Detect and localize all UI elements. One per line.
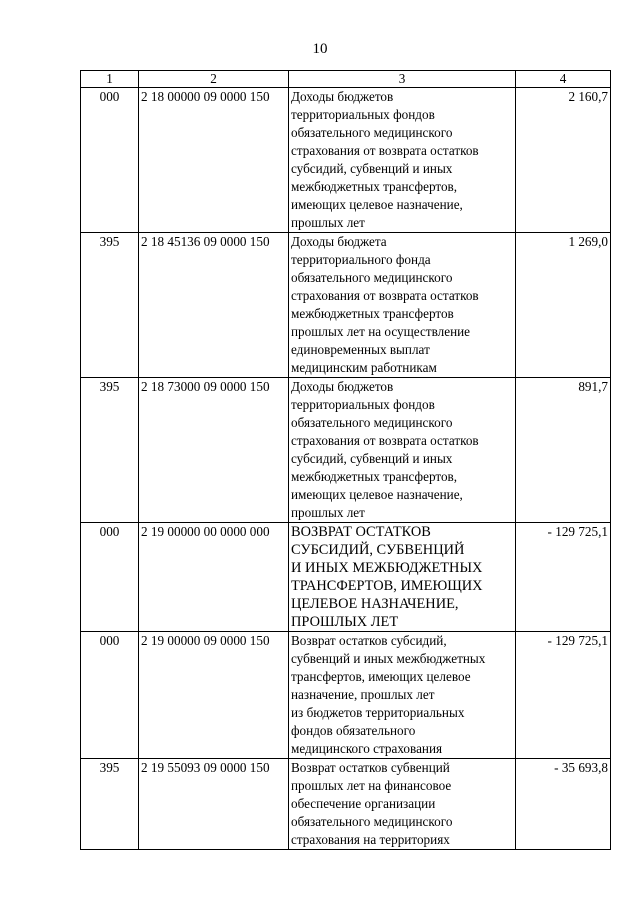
- item-name-line: межбюджетных трансфертов,: [291, 179, 458, 194]
- amount-cell: 2 160,7: [516, 88, 611, 233]
- item-name-line: прошлых лет на осуществление: [291, 324, 471, 339]
- table-row: [81, 88, 611, 233]
- header-col-4: 4: [516, 71, 611, 88]
- item-name-line: субсидий, субвенций и иных: [291, 451, 453, 466]
- item-name-cell: [289, 378, 516, 523]
- item-name-line: территориальных фондов: [291, 107, 435, 122]
- admin-code-cell: 395: [81, 233, 139, 378]
- item-name-line: субвенций и иных межбюджетных: [291, 651, 486, 666]
- item-name-line: имеющих целевое назначение,: [291, 487, 463, 502]
- item-name-line: СУБСИДИЙ, СУБВЕНЦИЙ: [291, 542, 465, 558]
- item-name-line: страхования на территориях: [291, 832, 450, 847]
- table-row: [81, 632, 611, 759]
- classification-code-cell: 2 19 00000 00 0000 000: [139, 523, 289, 632]
- item-name-line: медицинским работникам: [291, 360, 437, 375]
- item-name-line: межбюджетных трансфертов,: [291, 469, 458, 484]
- classification-code-cell: 2 19 00000 09 0000 150: [139, 632, 289, 759]
- item-name-cell: [289, 632, 516, 759]
- item-name-line: ПРОШЛЫХ ЛЕТ: [291, 614, 399, 630]
- item-name-line: прошлых лет: [291, 505, 365, 520]
- item-name-line: обязательного медицинского: [291, 125, 453, 140]
- header-col-3: 3: [289, 71, 516, 88]
- item-name-line: страхования от возврата остатков: [291, 433, 479, 448]
- item-name-cell: [289, 759, 516, 850]
- classification-code-cell: 2 18 00000 09 0000 150: [139, 88, 289, 233]
- item-name-line: обязательного медицинского: [291, 814, 453, 829]
- amount-cell: - 35 693,8: [516, 759, 611, 850]
- item-name-line: Возврат остатков субвенций: [291, 760, 450, 775]
- table-row: [81, 523, 611, 632]
- item-name-line: прошлых лет на финансовое: [291, 778, 452, 793]
- item-name-line: территориального фонда: [291, 252, 431, 267]
- item-name-line: Доходы бюджетов: [291, 89, 394, 104]
- item-name-cell: [289, 233, 516, 378]
- header-col-2: 2: [139, 71, 289, 88]
- item-name-line: ТРАНСФЕРТОВ, ИМЕЮЩИХ: [291, 578, 483, 594]
- amount-cell: 1 269,0: [516, 233, 611, 378]
- table-row: [81, 378, 611, 523]
- table-row: [81, 759, 611, 850]
- item-name-line: обязательного медицинского: [291, 415, 453, 430]
- classification-code-cell: 2 19 55093 09 0000 150: [139, 759, 289, 850]
- admin-code-cell: 000: [81, 632, 139, 759]
- item-name-line: обеспечение организации: [291, 796, 436, 811]
- item-name-line: межбюджетных трансфертов: [291, 306, 454, 321]
- item-name-line: страхования от возврата остатков: [291, 143, 479, 158]
- table-row: [81, 233, 611, 378]
- item-name-cell: [289, 88, 516, 233]
- table-header-row: [81, 71, 611, 88]
- item-name-line: единовременных выплат: [291, 342, 430, 357]
- amount-cell: - 129 725,1: [516, 523, 611, 632]
- amount-cell: 891,7: [516, 378, 611, 523]
- item-name-line: фондов обязательного: [291, 723, 416, 738]
- budget-table: [80, 70, 611, 850]
- item-name-line: ЦЕЛЕВОЕ НАЗНАЧЕНИЕ,: [291, 596, 459, 612]
- classification-code-cell: 2 18 73000 09 0000 150: [139, 378, 289, 523]
- item-name-line: Доходы бюджетов: [291, 379, 394, 394]
- item-name-line: субсидий, субвенций и иных: [291, 161, 453, 176]
- admin-code-cell: 395: [81, 759, 139, 850]
- item-name-line: медицинского страхования: [291, 741, 443, 756]
- item-name-line: прошлых лет: [291, 215, 365, 230]
- admin-code-cell: 395: [81, 378, 139, 523]
- item-name-line: Доходы бюджета: [291, 234, 387, 249]
- item-name-line: территориальных фондов: [291, 397, 435, 412]
- classification-code-cell: 2 18 45136 09 0000 150: [139, 233, 289, 378]
- item-name-line: трансфертов, имеющих целевое: [291, 669, 471, 684]
- amount-cell: - 129 725,1: [516, 632, 611, 759]
- page-number: 10: [312, 41, 328, 57]
- item-name-line: обязательного медицинского: [291, 270, 453, 285]
- item-name-line: ВОЗВРАТ ОСТАТКОВ: [291, 524, 431, 540]
- item-name-cell: [289, 523, 516, 632]
- item-name-line: из бюджетов территориальных: [291, 705, 465, 720]
- admin-code-cell: 000: [81, 523, 139, 632]
- item-name-line: страхования от возврата остатков: [291, 288, 479, 303]
- header-col-1: 1: [81, 71, 139, 88]
- item-name-line: имеющих целевое назначение,: [291, 197, 463, 212]
- admin-code-cell: 000: [81, 88, 139, 233]
- item-name-line: И ИНЫХ МЕЖБЮДЖЕТНЫХ: [291, 560, 483, 576]
- item-name-line: назначение, прошлых лет: [291, 687, 435, 702]
- item-name-line: Возврат остатков субсидий,: [291, 633, 447, 648]
